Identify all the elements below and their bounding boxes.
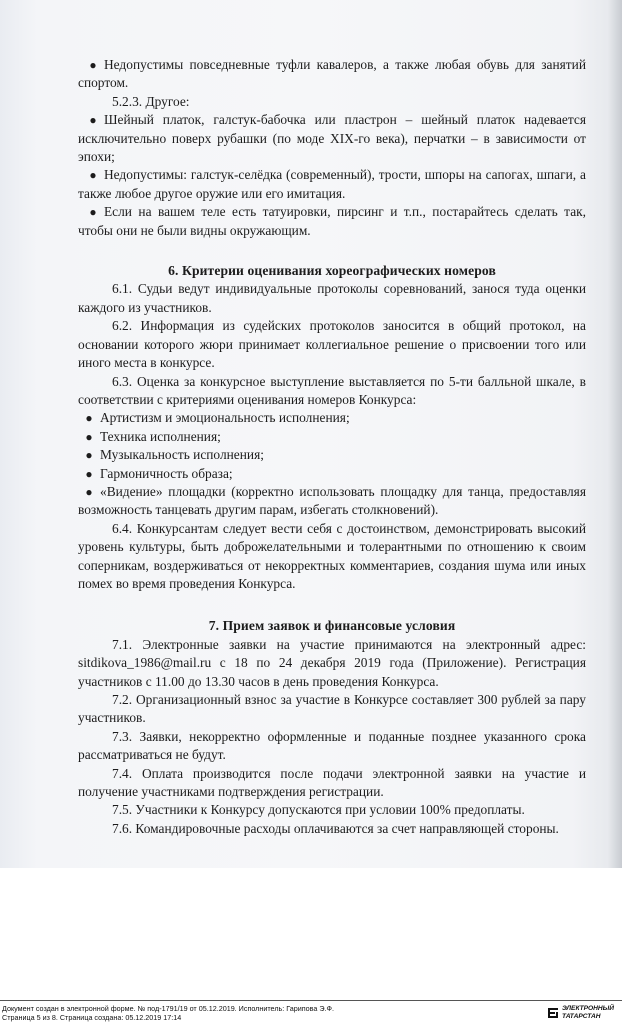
bullet-icon: ● — [89, 113, 97, 128]
bullet-icon: ● — [89, 205, 97, 220]
bullet-item: ● Шейный платок, галстук-бабочка или пластрон – шейный платок надевается исключительно поверх рубашки (по моде XIX-го века), перчатки – в зависимости от эпохи; — [78, 112, 586, 165]
paragraph: 6.2. Информация из судейских протоколов заносится в общий протокол, на основании которого жюри принимает коллегиальное решение о присвоении того или иного места в конкурсе. — [78, 318, 586, 371]
electronic-tatarstan-logo-icon — [547, 1007, 559, 1019]
electronic-tatarstan-logo — [547, 1005, 614, 1020]
logo-text: ЭЛЕКТРОННЫЙ ТАТАРСТАН — [561, 1005, 614, 1020]
bullet-item: ● Техника исполнения; — [78, 428, 586, 446]
document-body — [78, 56, 586, 838]
bullet-item: ● Музыкальность исполнения; — [78, 446, 586, 464]
bullet-item: ● Гармоничность образа; — [78, 465, 586, 483]
bullet-icon: ● — [85, 466, 93, 481]
paragraph: 6.4. Конкурсантам следует вести себя с достоинством, демонстрировать высокий уровень культуры, быть доброжелательными и толерантными по отношению к своим соперникам, воздерживаться от некорректных комментариев, создания шума или иных помех во время проведения Конкурса. — [78, 520, 586, 591]
bullet-item: ● Недопустимы повседневные туфли кавалеров, а также любая обувь для занятий спортом. — [78, 57, 586, 91]
paragraph: 6.3. Оценка за конкурсное выступление выставляется по 5-ти балльной шкале, в соответствии с критериями оценивания номеров Конкурса: — [78, 373, 586, 407]
page-edge-shadow — [608, 0, 622, 868]
paragraph: 7.3. Заявки, некорректно оформленные и поданные позднее указанного срока рассматриваться не будут. — [78, 728, 586, 763]
bullet-icon: ● — [89, 58, 97, 72]
bullet-icon: ● — [85, 429, 93, 444]
bullet-icon: ● — [89, 168, 97, 183]
section-6-title: 6. Критерии оценивания хореографических номеров — [168, 263, 496, 279]
document-footer — [0, 1000, 622, 1025]
paragraph: 7.5. Участники к Конкурсу допускаются при условии 100% предоплаты. — [112, 802, 525, 818]
bullet-item: ● Артистизм и эмоциональность исполнения; — [78, 409, 586, 427]
section-7-title: 7. Прием заявок и финансовые условия — [208, 618, 456, 634]
bullet-icon: ● — [85, 448, 93, 463]
paragraph: 7.2. Организационный взнос за участие в Конкурсе составляет 300 рублей за пару участников. — [78, 692, 586, 726]
footer-line-document: Документ создан в электронной форме. № под-1791/19 от 05.12.2019. Исполнитель: Гарипова Э.Ф. — [2, 1004, 334, 1013]
paragraph: 6.1. Судьи ведут индивидуальные протоколы соревнований, занося туда оценки каждого из участников. — [78, 281, 586, 315]
bullet-icon: ● — [85, 411, 93, 426]
paragraph: 7.6. Командировочные расходы оплачиваются за счет направляющей стороны. — [112, 820, 559, 836]
bullet-icon: ● — [85, 484, 93, 499]
subsection-heading: 5.2.3. Другое: — [112, 93, 190, 109]
bullet-item: ● «Видение» площадки (корректно использовать площадку для танца, предоставляя возможность танцевать другим парам, избегать столкновений). — [78, 483, 586, 518]
paragraph: 7.1. Электронные заявки на участие принимаются на электронный адрес: sitdikova_1986@mail.ru с 18 по 24 декабря 2019 года (Приложение). Регистрация участников с 11.00 до 13.30 часов в день проведения Конкурса. — [78, 636, 586, 689]
bullet-item: ● Если на вашем теле есть татуировки, пирсинг и т.п., постарайтесь сделать так, чтобы они не были видны окружающим. — [78, 204, 586, 238]
footer-info — [2, 1004, 334, 1022]
bullet-item: ● Недопустимы: галстук-селёдка (современный), трости, шпоры на сапогах, шпаги, а также любое другое оружие или его имитация. — [78, 167, 586, 201]
footer-line-page: Страница 5 из 8. Страница создана: 05.12.2019 17:14 — [2, 1013, 182, 1022]
paragraph: 7.4. Оплата производится после подачи электронной заявки на участие и получение участниками подтверждения регистрации. — [78, 765, 586, 800]
